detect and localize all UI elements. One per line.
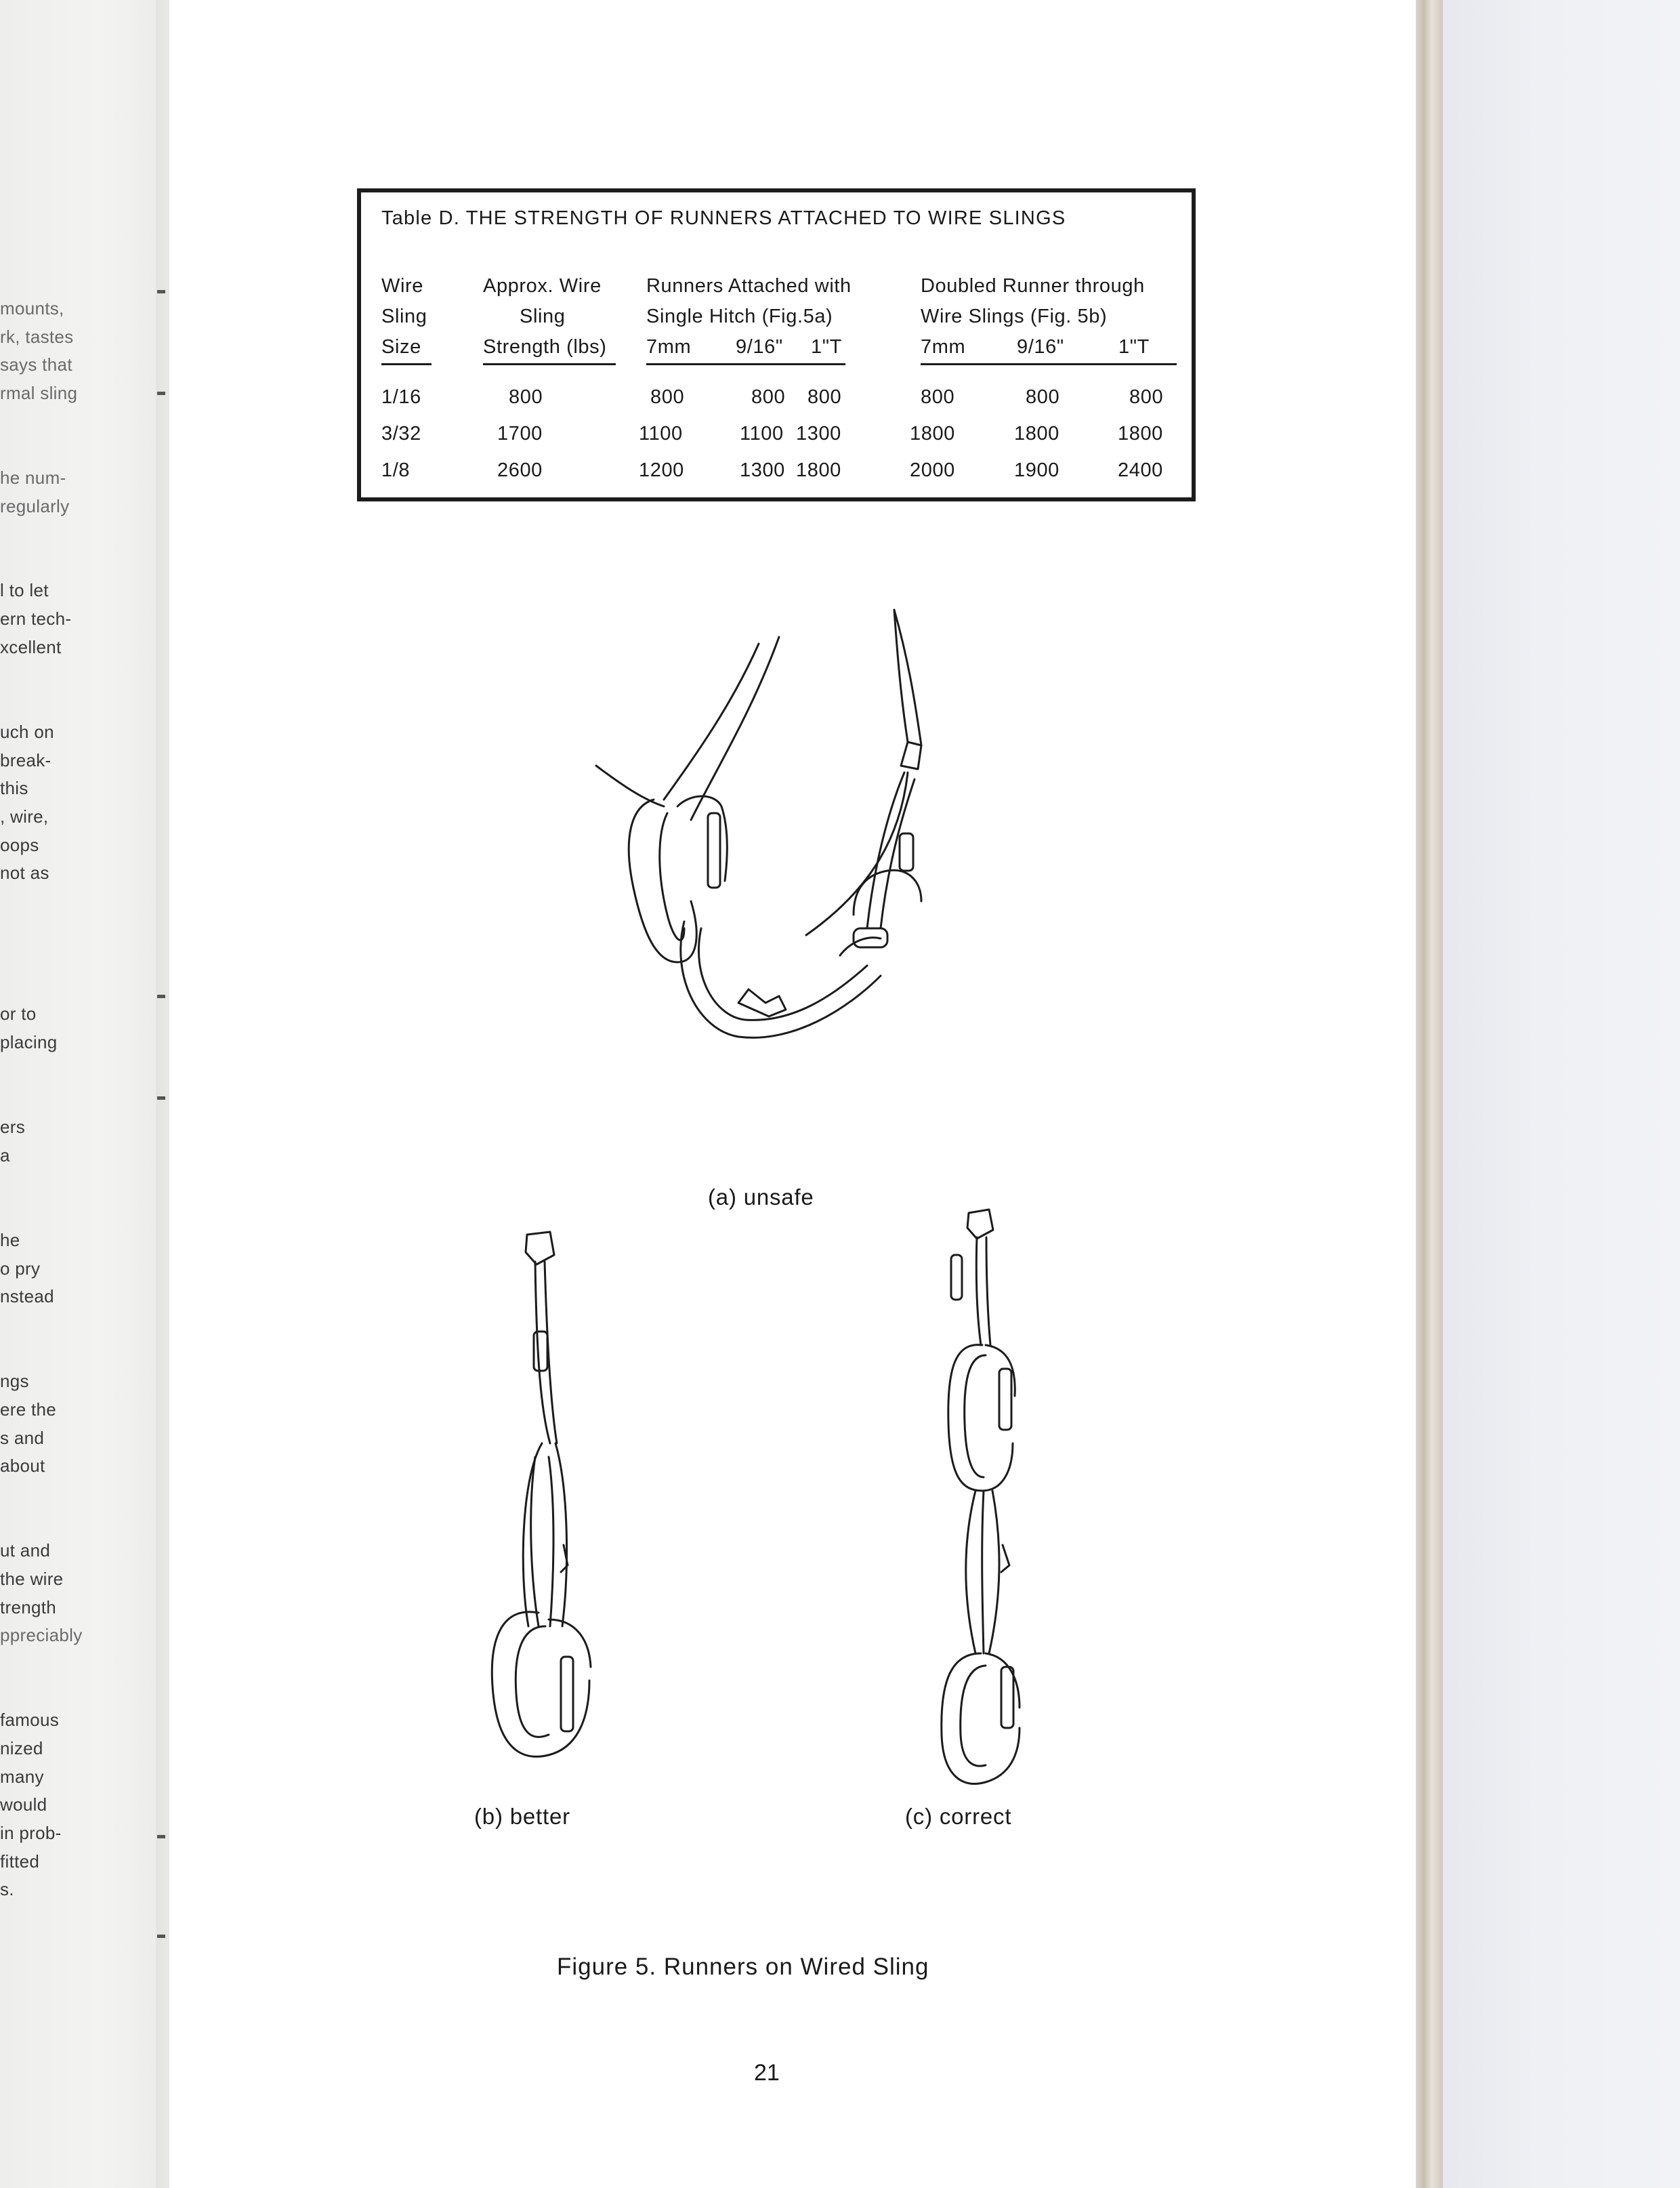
left-fragment: s and [0,1428,45,1448]
left-fragment: mounts, [0,298,64,318]
left-fragment: he [0,1230,20,1250]
label-b: (b) better [474,1804,570,1829]
left-fragment: break- [0,750,51,770]
table-cell: 800 [751,386,786,408]
header-col2: Approx. Wire [483,275,602,297]
table-cell: 1200 [639,459,684,481]
page-edge [1416,0,1443,2188]
table-cell: 800 [509,386,543,408]
table-cell: 1800 [1118,423,1163,445]
header-col2: Sling [520,306,566,327]
header-col2: Strength (lbs) [483,336,607,358]
strength-table [357,188,1196,501]
table-cell: 800 [807,386,842,408]
header-col1: Size [381,336,421,358]
margin-tick [157,1096,165,1100]
left-fragment: a [0,1145,10,1165]
table-cell: 1300 [796,423,841,445]
left-fragment: ers [0,1117,26,1137]
scanner-background [1443,0,1680,2188]
left-fragment: says that [0,354,72,375]
margin-tick [157,1935,165,1938]
header-rule [921,363,1177,365]
left-fragment: l to let [0,580,49,600]
left-fragment: fitted [0,1851,40,1872]
header-rule [646,363,845,365]
table-cell: 1/8 [381,459,411,481]
left-fragment: ut and [0,1540,51,1561]
table-cell: 1800 [1014,423,1059,445]
table-cell: 1100 [740,423,784,445]
margin-tick [157,290,165,293]
margin-tick [157,995,165,998]
table-cell: 1800 [796,459,841,481]
spine-shadow [156,0,176,2188]
header-col1: Wire [381,275,424,297]
label-a: (a) unsafe [708,1184,814,1210]
left-fragment: this [0,778,28,798]
left-fragment: in prob- [0,1823,62,1843]
table-cell: 800 [1129,386,1164,408]
header-group2-sub: 9/16" [1017,336,1064,358]
table-cell: 2600 [497,459,543,481]
header-rule [381,363,432,365]
header-group1: Single Hitch (Fig.5a) [646,306,833,327]
header-group1-sub: 9/16" [736,336,783,358]
header-col1: Sling [381,306,427,327]
left-fragment: nstead [0,1286,54,1306]
margin-tick [157,1835,165,1838]
table-cell: 1100 [639,423,683,445]
left-fragment: oops [0,835,39,855]
left-fragment: trength [0,1597,57,1617]
left-fragment: xcellent [0,637,62,657]
left-fragment: nized [0,1738,43,1758]
table-cell: 1900 [1014,459,1059,481]
figure-a-illustration [583,596,989,1071]
header-rule [483,363,616,365]
left-fragment: o pry [0,1258,41,1279]
left-fragment: many [0,1767,44,1787]
header-group1-sub: 1"T [811,336,842,358]
table-cell: 1/16 [381,386,421,408]
margin-tick [157,392,165,395]
left-fragment: rk, tastes [0,327,74,347]
table-cell: 1300 [740,459,785,481]
table-cell: 1800 [910,423,955,445]
table-cell: 3/32 [381,423,421,445]
left-fragment: rmal sling [0,383,78,403]
header-group1-sub: 7mm [646,336,692,358]
figure-b-illustration [474,1220,650,1796]
left-fragment: about [0,1456,45,1476]
table-cell: 2000 [910,459,955,481]
figure-caption: Figure 5. Runners on Wired Sling [557,1954,929,1980]
left-fragment: not as [0,863,49,883]
left-fragment: ern tech- [0,608,72,629]
table-cell: 800 [921,386,955,408]
left-fragment: placing [0,1032,58,1052]
left-fragment: s. [0,1879,14,1899]
header-group2: Wire Slings (Fig. 5b) [921,306,1108,327]
table-title: Table D. THE STRENGTH OF RUNNERS ATTACHED TO WIRE SLINGS [381,207,1066,229]
table-cell: 800 [650,386,685,408]
page-number: 21 [754,2060,780,2086]
left-fragment: uch on [0,722,54,742]
left-fragment: famous [0,1710,60,1730]
left-fragment: the wire [0,1569,64,1589]
header-group1: Runners Attached with [646,275,852,297]
left-fragment: ngs [0,1371,29,1391]
table-cell: 2400 [1118,459,1163,481]
label-c: (c) correct [905,1804,1012,1829]
left-fragment: ere the [0,1399,57,1420]
table-cell: 800 [1026,386,1060,408]
figure-c-illustration [921,1193,1097,1802]
left-fragment: or to [0,1004,37,1024]
table-cell: 1700 [497,423,543,445]
header-group2-sub: 1"T [1118,336,1150,358]
left-fragment: , wire, [0,806,49,827]
header-group2-sub: 7mm [921,336,966,358]
header-group2: Doubled Runner through [921,275,1145,297]
left-fragment: he num- [0,468,66,488]
left-fragment: would [0,1794,47,1815]
left-fragment: ppreciably [0,1625,83,1645]
left-fragment: regularly [0,496,70,516]
